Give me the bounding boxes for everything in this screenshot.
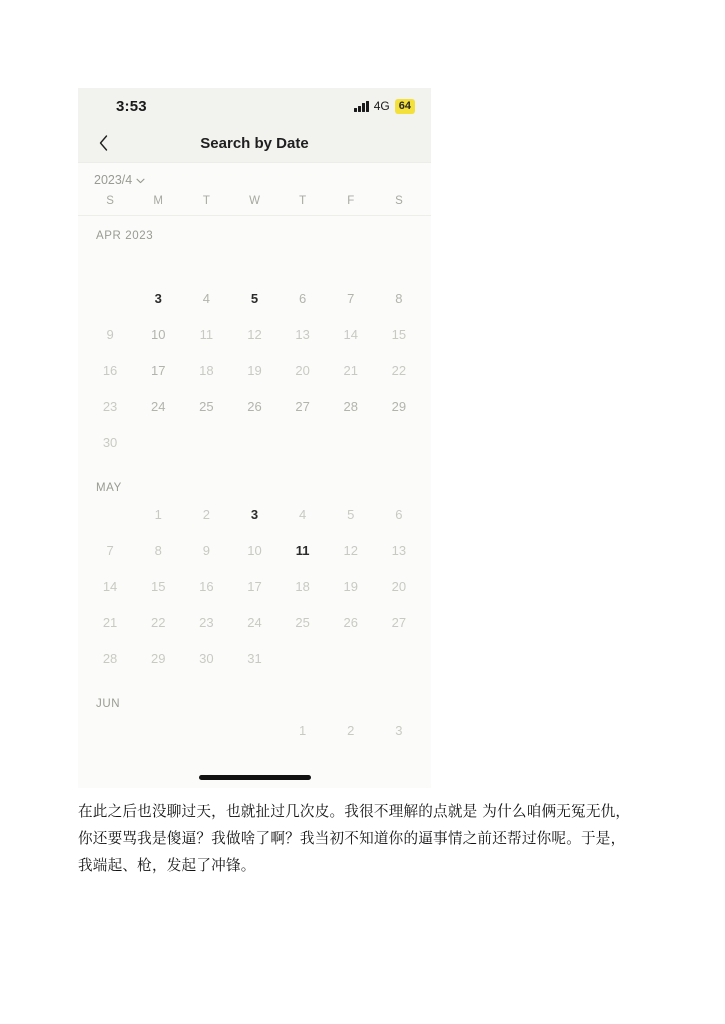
signal-bars-icon	[354, 101, 369, 112]
calendar-day-cell[interactable]: 8	[395, 291, 403, 306]
calendar-day-cell[interactable]: 23	[199, 615, 214, 630]
calendar-day-cell[interactable]: 17	[247, 579, 262, 594]
calendar-day-cell[interactable]: 11	[295, 543, 310, 558]
calendar-day-cell[interactable]: 27	[295, 399, 310, 414]
calendar-day-cell[interactable]: 3	[250, 507, 259, 522]
calendar-day-cell[interactable]: 14	[102, 579, 118, 594]
calendar-week-row	[86, 288, 423, 310]
calendar-week-row	[86, 612, 423, 634]
calendar-day-empty	[327, 648, 375, 670]
calendar-day-cell[interactable]: 20	[295, 363, 310, 378]
weekday-header-4: T	[299, 195, 307, 207]
calendar-week-row	[86, 360, 423, 382]
chevron-left-icon	[99, 135, 108, 151]
status-time: 3:53	[116, 97, 147, 115]
calendar-day-cell[interactable]: 18	[199, 363, 214, 378]
home-indicator	[199, 775, 311, 780]
month-label: APR 2023	[96, 230, 154, 242]
weekday-header-row	[78, 193, 431, 216]
calendar-day-cell[interactable]: 24	[150, 399, 166, 414]
calendar-day-cell[interactable]: 17	[150, 363, 166, 378]
calendar-day-cell[interactable]: 25	[199, 399, 214, 414]
calendar-day-cell[interactable]: 22	[391, 363, 407, 378]
weekday-header-6: S	[395, 195, 403, 207]
calendar-day-cell[interactable]: 5	[250, 291, 259, 306]
calendar-week-row	[86, 396, 423, 418]
phone-screenshot	[78, 88, 431, 788]
calendar-day-cell	[375, 252, 423, 274]
calendar-day-cell[interactable]: 6	[395, 507, 403, 522]
calendar-day-cell[interactable]: 16	[102, 363, 118, 378]
calendar-day-cell[interactable]: 26	[343, 615, 358, 630]
calendar-day-cell[interactable]: 13	[295, 327, 310, 342]
status-indicators	[354, 99, 415, 114]
calendar-day-cell[interactable]: 4	[299, 507, 307, 522]
month-label: JUN	[96, 698, 121, 710]
calendar-day-empty	[86, 720, 134, 742]
weekday-header-1: M	[153, 195, 163, 207]
calendar-day-empty	[375, 432, 423, 454]
weekday-header-0: S	[106, 195, 114, 207]
battery-level-badge: 64	[395, 99, 415, 114]
calendar-day-cell[interactable]: 3	[395, 723, 403, 738]
calendar-day-cell[interactable]: 7	[106, 543, 114, 558]
calendar-week-row	[86, 540, 423, 562]
calendar-day-cell[interactable]: 19	[247, 363, 262, 378]
calendar-day-cell[interactable]: 5	[347, 507, 355, 522]
weekday-header-3: W	[249, 195, 260, 207]
calendar-day-cell[interactable]: 14	[343, 327, 358, 342]
calendar-day-cell[interactable]: 10	[150, 327, 166, 342]
calendar-week-row	[86, 504, 423, 526]
calendar-day-cell[interactable]: 30	[102, 435, 118, 450]
calendar-day-cell[interactable]: 4	[202, 291, 210, 306]
month-label: MAY	[96, 482, 122, 494]
calendar-day-empty	[134, 252, 182, 274]
network-type-label: 4G	[373, 99, 390, 113]
navigation-bar	[78, 124, 431, 163]
calendar-day-cell[interactable]: 9	[202, 543, 210, 558]
calendar-day-cell[interactable]: 12	[343, 543, 358, 558]
calendar-day-empty	[182, 432, 230, 454]
calendar-day-empty	[327, 432, 375, 454]
calendar-day-cell[interactable]: 21	[343, 363, 358, 378]
calendar-week-row	[86, 252, 423, 274]
calendar-day-cell[interactable]: 2	[202, 507, 210, 522]
calendar-day-cell[interactable]: 8	[154, 543, 162, 558]
calendar-day-cell[interactable]: 29	[150, 651, 166, 666]
calendar-week-row	[86, 576, 423, 598]
caption-text: 在此之后也没聊过天，也就扯过几次皮。我很不理解的点就是 为什么咱俩无冤无仇，你还要骂我是傻逼？我做啥了啊？我当初不知道你的逼事情之前还帮过你呢。于是，我端起、枪，发起了冲锋。	[78, 803, 631, 874]
calendar-day-cell[interactable]: 31	[247, 651, 262, 666]
calendar-day-empty	[279, 252, 327, 274]
calendar-day-cell[interactable]: 7	[347, 291, 355, 306]
calendar-day-cell[interactable]: 10	[247, 543, 262, 558]
calendar-day-cell[interactable]: 16	[199, 579, 214, 594]
calendar-week-row	[86, 720, 423, 742]
calendar-day-empty	[327, 252, 375, 274]
month-selector-value: 2023/4	[94, 173, 133, 187]
calendar-day-cell[interactable]: 20	[391, 579, 407, 594]
calendar-week-row	[86, 324, 423, 346]
calendar-day-cell[interactable]: 29	[391, 399, 407, 414]
calendar-week-row	[86, 432, 423, 454]
calendar-day-cell[interactable]: 1	[154, 507, 162, 522]
back-button[interactable]	[92, 132, 114, 154]
calendar-day-empty	[86, 504, 134, 526]
calendar-day-cell[interactable]: 27	[391, 615, 407, 630]
calendar-day-empty	[230, 432, 278, 454]
calendar-day-cell[interactable]: 28	[102, 651, 118, 666]
weekday-header-5: F	[347, 195, 355, 207]
calendar-day-cell[interactable]: 6	[299, 291, 307, 306]
calendar-day-empty	[182, 252, 230, 274]
calendar-week-row	[86, 648, 423, 670]
calendar-day-cell[interactable]: 3	[154, 291, 162, 306]
calendar-day-cell[interactable]: 12	[247, 327, 262, 342]
calendar-day-cell[interactable]: 15	[391, 327, 407, 342]
calendar-day-cell[interactable]: 30	[199, 651, 214, 666]
calendar-day-cell[interactable]: 21	[102, 615, 118, 630]
calendar-day-cell[interactable]: 15	[150, 579, 166, 594]
calendar-day-empty	[230, 252, 278, 274]
calendar-day-empty	[134, 432, 182, 454]
calendar-day-cell[interactable]: 1	[299, 723, 307, 738]
calendar-day-cell[interactable]: 25	[295, 615, 310, 630]
calendar-day-cell[interactable]: 28	[343, 399, 358, 414]
calendar-day-cell	[86, 288, 134, 310]
calendar-day-cell[interactable]: 26	[247, 399, 262, 414]
calendar-day-cell[interactable]: 24	[247, 615, 262, 630]
calendar-day-empty	[375, 648, 423, 670]
calendar-day-empty	[279, 648, 327, 670]
weekday-header-2: T	[202, 195, 210, 207]
calendar-day-cell[interactable]: 23	[102, 399, 118, 414]
calendar-day-empty	[182, 720, 230, 742]
calendar-day-empty	[86, 252, 134, 274]
calendar-day-cell[interactable]: 22	[150, 615, 166, 630]
calendar-day-cell[interactable]: 18	[295, 579, 310, 594]
calendar-scroll-area[interactable]	[78, 216, 431, 742]
calendar-day-empty	[279, 432, 327, 454]
calendar-day-empty	[134, 720, 182, 742]
page-title: Search by Date	[200, 134, 309, 152]
calendar-day-cell[interactable]: 2	[347, 723, 355, 738]
chevron-down-icon	[136, 173, 145, 187]
calendar-day-cell[interactable]: 11	[199, 327, 214, 342]
calendar-day-cell[interactable]: 19	[343, 579, 358, 594]
month-selector[interactable]	[78, 163, 431, 193]
calendar-day-empty	[230, 720, 278, 742]
calendar-day-cell[interactable]: 9	[106, 327, 114, 342]
status-bar	[78, 88, 431, 124]
calendar-day-cell[interactable]: 13	[391, 543, 407, 558]
